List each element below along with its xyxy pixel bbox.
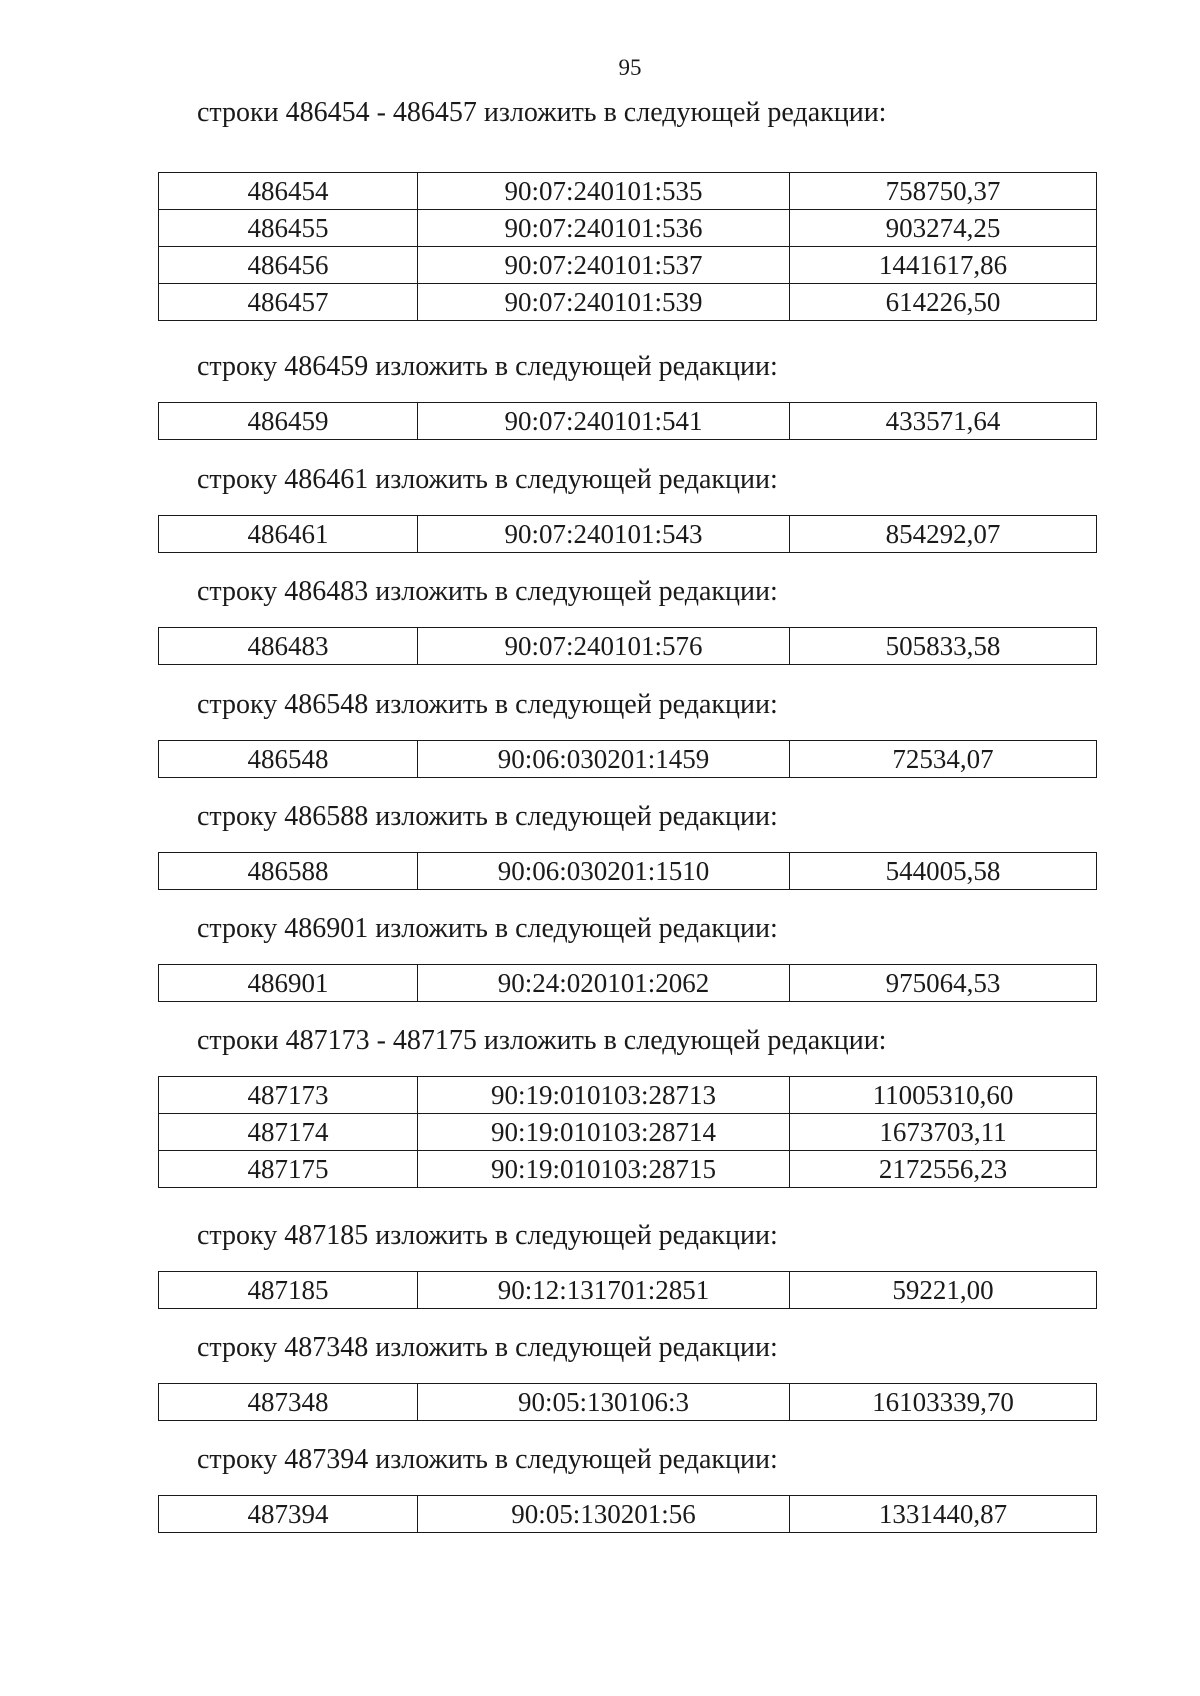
value-cell: 11005310,60 bbox=[790, 1077, 1097, 1114]
cadastral-number-cell: 90:07:240101:543 bbox=[418, 516, 790, 553]
row-number-cell: 486455 bbox=[159, 210, 418, 247]
page-number: 95 bbox=[618, 55, 642, 80]
section-instruction: строки 487173 - 487175 изложить в следующей редакции: bbox=[197, 1025, 887, 1056]
cadastral-number-cell: 90:07:240101:535 bbox=[418, 173, 790, 210]
section-table bbox=[158, 1383, 1097, 1421]
section-table bbox=[158, 1271, 1097, 1309]
section-table bbox=[158, 852, 1097, 890]
section-instruction: строки 486454 - 486457 изложить в следующей редакции: bbox=[197, 97, 887, 128]
value-cell: 614226,50 bbox=[790, 284, 1097, 321]
row-number-cell: 487174 bbox=[159, 1114, 418, 1151]
table-row bbox=[159, 741, 1097, 778]
table-row bbox=[159, 284, 1097, 321]
section-table bbox=[158, 740, 1097, 778]
table-row bbox=[159, 853, 1097, 890]
value-cell: 2172556,23 bbox=[790, 1151, 1097, 1188]
row-number-cell: 486483 bbox=[159, 628, 418, 665]
value-cell: 433571,64 bbox=[790, 403, 1097, 440]
table-row bbox=[159, 1151, 1097, 1188]
section-instruction: строку 487185 изложить в следующей редакции: bbox=[197, 1220, 778, 1251]
section-instruction: строку 486588 изложить в следующей редакции: bbox=[197, 801, 778, 832]
section-table bbox=[158, 402, 1097, 440]
section-instruction: строку 486461 изложить в следующей редакции: bbox=[197, 464, 778, 495]
section-instruction: строку 486483 изложить в следующей редакции: bbox=[197, 576, 778, 607]
value-cell: 59221,00 bbox=[790, 1272, 1097, 1309]
section-table bbox=[158, 964, 1097, 1002]
table-row bbox=[159, 247, 1097, 284]
cadastral-number-cell: 90:19:010103:28713 bbox=[418, 1077, 790, 1114]
section-instruction: строку 486901 изложить в следующей редакции: bbox=[197, 913, 778, 944]
row-number-cell: 487185 bbox=[159, 1272, 418, 1309]
table-row bbox=[159, 965, 1097, 1002]
value-cell: 903274,25 bbox=[790, 210, 1097, 247]
cadastral-number-cell: 90:06:030201:1459 bbox=[418, 741, 790, 778]
row-number-cell: 486548 bbox=[159, 741, 418, 778]
section-table bbox=[158, 627, 1097, 665]
table-row bbox=[159, 403, 1097, 440]
value-cell: 1441617,86 bbox=[790, 247, 1097, 284]
row-number-cell: 486901 bbox=[159, 965, 418, 1002]
value-cell: 544005,58 bbox=[790, 853, 1097, 890]
row-number-cell: 487348 bbox=[159, 1384, 418, 1421]
table-row bbox=[159, 1496, 1097, 1533]
section-table bbox=[158, 515, 1097, 553]
cadastral-number-cell: 90:07:240101:576 bbox=[418, 628, 790, 665]
section-instruction: строку 486459 изложить в следующей редакции: bbox=[197, 351, 778, 382]
row-number-cell: 487175 bbox=[159, 1151, 418, 1188]
value-cell: 758750,37 bbox=[790, 173, 1097, 210]
table-row bbox=[159, 628, 1097, 665]
table-row bbox=[159, 210, 1097, 247]
section-table bbox=[158, 1495, 1097, 1533]
cadastral-number-cell: 90:19:010103:28714 bbox=[418, 1114, 790, 1151]
row-number-cell: 487173 bbox=[159, 1077, 418, 1114]
section-instruction: строку 486548 изложить в следующей редакции: bbox=[197, 689, 778, 720]
section-table bbox=[158, 172, 1097, 321]
table-row bbox=[159, 1077, 1097, 1114]
value-cell: 72534,07 bbox=[790, 741, 1097, 778]
value-cell: 505833,58 bbox=[790, 628, 1097, 665]
cadastral-number-cell: 90:12:131701:2851 bbox=[418, 1272, 790, 1309]
cadastral-number-cell: 90:19:010103:28715 bbox=[418, 1151, 790, 1188]
table-row bbox=[159, 1384, 1097, 1421]
value-cell: 854292,07 bbox=[790, 516, 1097, 553]
table-row bbox=[159, 1114, 1097, 1151]
row-number-cell: 486459 bbox=[159, 403, 418, 440]
row-number-cell: 486454 bbox=[159, 173, 418, 210]
table-row bbox=[159, 516, 1097, 553]
row-number-cell: 486457 bbox=[159, 284, 418, 321]
section-instruction: строку 487394 изложить в следующей редакции: bbox=[197, 1444, 778, 1475]
cadastral-number-cell: 90:07:240101:536 bbox=[418, 210, 790, 247]
cadastral-number-cell: 90:07:240101:541 bbox=[418, 403, 790, 440]
table-row bbox=[159, 173, 1097, 210]
cadastral-number-cell: 90:07:240101:539 bbox=[418, 284, 790, 321]
cadastral-number-cell: 90:05:130201:56 bbox=[418, 1496, 790, 1533]
table-row bbox=[159, 1272, 1097, 1309]
section-table bbox=[158, 1076, 1097, 1188]
cadastral-number-cell: 90:05:130106:3 bbox=[418, 1384, 790, 1421]
cadastral-number-cell: 90:07:240101:537 bbox=[418, 247, 790, 284]
value-cell: 1673703,11 bbox=[790, 1114, 1097, 1151]
section-instruction: строку 487348 изложить в следующей редакции: bbox=[197, 1332, 778, 1363]
row-number-cell: 487394 bbox=[159, 1496, 418, 1533]
row-number-cell: 486461 bbox=[159, 516, 418, 553]
row-number-cell: 486588 bbox=[159, 853, 418, 890]
value-cell: 16103339,70 bbox=[790, 1384, 1097, 1421]
value-cell: 975064,53 bbox=[790, 965, 1097, 1002]
value-cell: 1331440,87 bbox=[790, 1496, 1097, 1533]
cadastral-number-cell: 90:06:030201:1510 bbox=[418, 853, 790, 890]
row-number-cell: 486456 bbox=[159, 247, 418, 284]
cadastral-number-cell: 90:24:020101:2062 bbox=[418, 965, 790, 1002]
